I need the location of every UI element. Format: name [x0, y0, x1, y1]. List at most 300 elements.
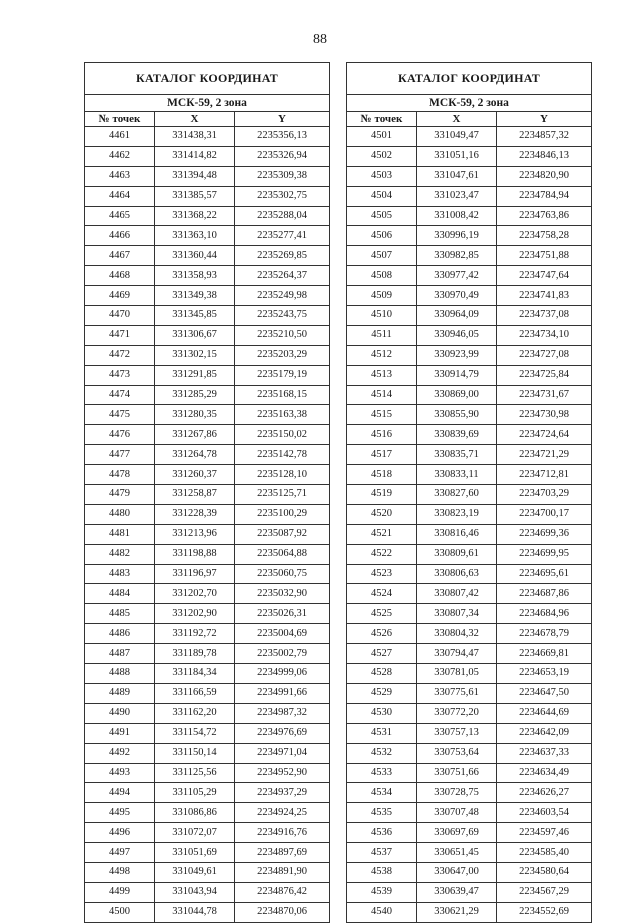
- x-coordinate-cell: 331184,34: [155, 664, 235, 684]
- table-row: [347, 445, 592, 465]
- x-coordinate-cell: 330807,42: [417, 584, 497, 604]
- point-number-cell: 4521: [347, 524, 417, 544]
- column-header-point-number: № точек: [347, 112, 417, 127]
- x-coordinate-cell: 330823,19: [417, 504, 497, 524]
- table-row: [347, 306, 592, 326]
- table-row: [347, 266, 592, 286]
- table-row: [85, 127, 330, 147]
- table-row: [85, 166, 330, 186]
- y-coordinate-cell: 2235060,75: [235, 564, 330, 584]
- y-coordinate-cell: 2234758,28: [497, 226, 592, 246]
- x-coordinate-cell: 331049,61: [155, 862, 235, 882]
- point-number-cell: 4515: [347, 405, 417, 425]
- y-coordinate-cell: 2235356,13: [235, 127, 330, 147]
- catalog-zone: МСК-59, 2 зона: [85, 95, 330, 112]
- x-coordinate-cell: 330772,20: [417, 703, 497, 723]
- point-number-cell: 4501: [347, 127, 417, 147]
- point-number-cell: 4540: [347, 902, 417, 922]
- x-coordinate-cell: 331291,85: [155, 365, 235, 385]
- y-coordinate-cell: 2234585,40: [497, 843, 592, 863]
- catalog-body: [347, 127, 592, 923]
- table-row: [85, 325, 330, 345]
- table-row: [347, 345, 592, 365]
- table-row: [347, 544, 592, 564]
- point-number-cell: 4477: [85, 445, 155, 465]
- table-row: [85, 723, 330, 743]
- x-coordinate-cell: 331051,69: [155, 843, 235, 863]
- y-coordinate-cell: 2234634,49: [497, 763, 592, 783]
- y-coordinate-cell: 2235064,88: [235, 544, 330, 564]
- catalog-title: КАТАЛОГ КООРДИНАТ: [85, 63, 330, 95]
- x-coordinate-cell: 331150,14: [155, 743, 235, 763]
- point-number-cell: 4483: [85, 564, 155, 584]
- y-coordinate-cell: 2235277,41: [235, 226, 330, 246]
- table-row: [85, 306, 330, 326]
- x-coordinate-cell: 330804,32: [417, 624, 497, 644]
- y-coordinate-cell: 2235309,38: [235, 166, 330, 186]
- point-number-cell: 4484: [85, 584, 155, 604]
- y-coordinate-cell: 2235249,98: [235, 286, 330, 306]
- column-header-y: Y: [497, 112, 592, 127]
- point-number-cell: 4537: [347, 843, 417, 863]
- table-row: [85, 624, 330, 644]
- table-row: [347, 664, 592, 684]
- point-number-cell: 4507: [347, 246, 417, 266]
- point-number-cell: 4472: [85, 345, 155, 365]
- table-row: [85, 823, 330, 843]
- x-coordinate-cell: 331072,07: [155, 823, 235, 843]
- table-row: [85, 882, 330, 902]
- y-coordinate-cell: 2235142,78: [235, 445, 330, 465]
- point-number-cell: 4465: [85, 206, 155, 226]
- x-coordinate-cell: 330977,42: [417, 266, 497, 286]
- table-row: [85, 783, 330, 803]
- point-number-cell: 4538: [347, 862, 417, 882]
- point-number-cell: 4525: [347, 604, 417, 624]
- point-number-cell: 4495: [85, 803, 155, 823]
- y-coordinate-cell: 2234763,86: [497, 206, 592, 226]
- point-number-cell: 4466: [85, 226, 155, 246]
- point-number-cell: 4491: [85, 723, 155, 743]
- x-coordinate-cell: 330781,05: [417, 664, 497, 684]
- point-number-cell: 4535: [347, 803, 417, 823]
- catalog-zone: МСК-59, 2 зона: [347, 95, 592, 112]
- x-coordinate-cell: 330833,11: [417, 465, 497, 485]
- point-number-cell: 4506: [347, 226, 417, 246]
- y-coordinate-cell: 2234637,33: [497, 743, 592, 763]
- x-coordinate-cell: 331105,29: [155, 783, 235, 803]
- point-number-cell: 4530: [347, 703, 417, 723]
- catalog-body: [85, 127, 330, 923]
- point-number-cell: 4478: [85, 465, 155, 485]
- table-row: [347, 226, 592, 246]
- x-coordinate-cell: 331051,16: [417, 146, 497, 166]
- table-row: [85, 544, 330, 564]
- y-coordinate-cell: 2234703,29: [497, 485, 592, 505]
- x-coordinate-cell: 330827,60: [417, 485, 497, 505]
- point-number-cell: 4480: [85, 504, 155, 524]
- table-row: [85, 286, 330, 306]
- point-number-cell: 4522: [347, 544, 417, 564]
- table-row: [85, 664, 330, 684]
- x-coordinate-cell: 331189,78: [155, 644, 235, 664]
- y-coordinate-cell: 2235125,71: [235, 485, 330, 505]
- table-row: [347, 843, 592, 863]
- point-number-cell: 4498: [85, 862, 155, 882]
- table-row: [347, 723, 592, 743]
- table-row: [85, 385, 330, 405]
- table-row: [85, 584, 330, 604]
- x-coordinate-cell: 330855,90: [417, 405, 497, 425]
- y-coordinate-cell: 2234730,98: [497, 405, 592, 425]
- catalog-title: КАТАЛОГ КООРДИНАТ: [347, 63, 592, 95]
- x-coordinate-cell: 331360,44: [155, 246, 235, 266]
- x-coordinate-cell: 330794,47: [417, 644, 497, 664]
- x-coordinate-cell: 330697,69: [417, 823, 497, 843]
- y-coordinate-cell: 2234626,27: [497, 783, 592, 803]
- y-coordinate-cell: 2234699,36: [497, 524, 592, 544]
- x-coordinate-cell: 331345,85: [155, 306, 235, 326]
- x-coordinate-cell: 330757,13: [417, 723, 497, 743]
- table-row: [347, 425, 592, 445]
- x-coordinate-cell: 330914,79: [417, 365, 497, 385]
- y-coordinate-cell: 2234647,50: [497, 683, 592, 703]
- x-coordinate-cell: 331196,97: [155, 564, 235, 584]
- y-coordinate-cell: 2234751,88: [497, 246, 592, 266]
- table-row: [347, 206, 592, 226]
- x-coordinate-cell: 331008,42: [417, 206, 497, 226]
- x-coordinate-cell: 330647,00: [417, 862, 497, 882]
- y-coordinate-cell: 2234734,10: [497, 325, 592, 345]
- table-row: [347, 166, 592, 186]
- y-coordinate-cell: 2234891,90: [235, 862, 330, 882]
- y-coordinate-cell: 2234678,79: [497, 624, 592, 644]
- y-coordinate-cell: 2235128,10: [235, 465, 330, 485]
- point-number-cell: 4496: [85, 823, 155, 843]
- table-row: [85, 703, 330, 723]
- y-coordinate-cell: 2235288,04: [235, 206, 330, 226]
- table-row: [85, 504, 330, 524]
- x-coordinate-cell: 331086,86: [155, 803, 235, 823]
- table-row: [85, 803, 330, 823]
- y-coordinate-cell: 2234937,29: [235, 783, 330, 803]
- y-coordinate-cell: 2235004,69: [235, 624, 330, 644]
- table-row: [85, 405, 330, 425]
- y-coordinate-cell: 2234846,13: [497, 146, 592, 166]
- y-coordinate-cell: 2235269,85: [235, 246, 330, 266]
- table-row: [85, 644, 330, 664]
- table-row: [347, 862, 592, 882]
- table-row: [85, 902, 330, 922]
- table-row: [85, 843, 330, 863]
- x-coordinate-cell: 330651,45: [417, 843, 497, 863]
- x-coordinate-cell: 330807,34: [417, 604, 497, 624]
- point-number-cell: 4473: [85, 365, 155, 385]
- x-coordinate-cell: 331213,96: [155, 524, 235, 544]
- table-row: [85, 445, 330, 465]
- x-coordinate-cell: 331202,70: [155, 584, 235, 604]
- y-coordinate-cell: 2234580,64: [497, 862, 592, 882]
- point-number-cell: 4487: [85, 644, 155, 664]
- y-coordinate-cell: 2234870,06: [235, 902, 330, 922]
- table-row: [347, 246, 592, 266]
- y-coordinate-cell: 2235026,31: [235, 604, 330, 624]
- x-coordinate-cell: 331023,47: [417, 186, 497, 206]
- y-coordinate-cell: 2234644,69: [497, 703, 592, 723]
- table-row: [85, 524, 330, 544]
- y-coordinate-cell: 2235302,75: [235, 186, 330, 206]
- point-number-cell: 4519: [347, 485, 417, 505]
- table-row: [85, 266, 330, 286]
- table-row: [347, 823, 592, 843]
- y-coordinate-cell: 2234653,19: [497, 664, 592, 684]
- x-coordinate-cell: 330816,46: [417, 524, 497, 544]
- y-coordinate-cell: 2234857,32: [497, 127, 592, 147]
- table-row: [347, 146, 592, 166]
- column-header-x: X: [155, 112, 235, 127]
- point-number-cell: 4489: [85, 683, 155, 703]
- y-coordinate-cell: 2235179,19: [235, 365, 330, 385]
- y-coordinate-cell: 2235100,29: [235, 504, 330, 524]
- x-coordinate-cell: 331044,78: [155, 902, 235, 922]
- point-number-cell: 4462: [85, 146, 155, 166]
- y-coordinate-cell: 2235087,92: [235, 524, 330, 544]
- point-number-cell: 4471: [85, 325, 155, 345]
- table-row: [347, 127, 592, 147]
- point-number-cell: 4524: [347, 584, 417, 604]
- x-coordinate-cell: 330775,61: [417, 683, 497, 703]
- table-row: [347, 325, 592, 345]
- y-coordinate-cell: 2234695,61: [497, 564, 592, 584]
- x-coordinate-cell: 331302,15: [155, 345, 235, 365]
- y-coordinate-cell: 2234669,81: [497, 644, 592, 664]
- x-coordinate-cell: 330964,09: [417, 306, 497, 326]
- point-number-cell: 4479: [85, 485, 155, 505]
- y-coordinate-cell: 2234999,06: [235, 664, 330, 684]
- x-coordinate-cell: 330839,69: [417, 425, 497, 445]
- x-coordinate-cell: 330923,99: [417, 345, 497, 365]
- table-row: [85, 365, 330, 385]
- point-number-cell: 4502: [347, 146, 417, 166]
- point-number-cell: 4520: [347, 504, 417, 524]
- y-coordinate-cell: 2234700,17: [497, 504, 592, 524]
- x-coordinate-cell: 330621,29: [417, 902, 497, 922]
- point-number-cell: 4503: [347, 166, 417, 186]
- point-number-cell: 4499: [85, 882, 155, 902]
- x-coordinate-cell: 331125,56: [155, 763, 235, 783]
- table-row: [347, 743, 592, 763]
- table-row: [347, 703, 592, 723]
- y-coordinate-cell: 2234712,81: [497, 465, 592, 485]
- table-row: [85, 862, 330, 882]
- x-coordinate-cell: 331306,67: [155, 325, 235, 345]
- y-coordinate-cell: 2234721,29: [497, 445, 592, 465]
- y-coordinate-cell: 2234642,09: [497, 723, 592, 743]
- y-coordinate-cell: 2234684,96: [497, 604, 592, 624]
- y-coordinate-cell: 2235264,37: [235, 266, 330, 286]
- y-coordinate-cell: 2235002,79: [235, 644, 330, 664]
- y-coordinate-cell: 2234987,32: [235, 703, 330, 723]
- point-number-cell: 4490: [85, 703, 155, 723]
- table-row: [347, 902, 592, 922]
- x-coordinate-cell: 330869,00: [417, 385, 497, 405]
- point-number-cell: 4528: [347, 664, 417, 684]
- x-coordinate-cell: 331192,72: [155, 624, 235, 644]
- x-coordinate-cell: 331394,48: [155, 166, 235, 186]
- y-coordinate-cell: 2235243,75: [235, 306, 330, 326]
- x-coordinate-cell: 331043,94: [155, 882, 235, 902]
- x-coordinate-cell: 330835,71: [417, 445, 497, 465]
- y-coordinate-cell: 2234876,42: [235, 882, 330, 902]
- point-number-cell: 4485: [85, 604, 155, 624]
- table-row: [347, 405, 592, 425]
- x-coordinate-cell: 330751,66: [417, 763, 497, 783]
- coordinate-catalog-right: [346, 62, 592, 923]
- x-coordinate-cell: 331047,61: [417, 166, 497, 186]
- x-coordinate-cell: 330809,61: [417, 544, 497, 564]
- table-row: [347, 644, 592, 664]
- table-row: [347, 286, 592, 306]
- y-coordinate-cell: 2234991,66: [235, 683, 330, 703]
- point-number-cell: 4526: [347, 624, 417, 644]
- x-coordinate-cell: 330982,85: [417, 246, 497, 266]
- x-coordinate-cell: 331166,59: [155, 683, 235, 703]
- column-header-x: X: [417, 112, 497, 127]
- point-number-cell: 4494: [85, 783, 155, 803]
- y-coordinate-cell: 2234731,67: [497, 385, 592, 405]
- table-row: [347, 763, 592, 783]
- y-coordinate-cell: 2234724,64: [497, 425, 592, 445]
- table-row: [85, 186, 330, 206]
- point-number-cell: 4464: [85, 186, 155, 206]
- coordinate-catalog-left: [84, 62, 330, 923]
- point-number-cell: 4510: [347, 306, 417, 326]
- x-coordinate-cell: 330996,19: [417, 226, 497, 246]
- table-row: [85, 226, 330, 246]
- point-number-cell: 4497: [85, 843, 155, 863]
- y-coordinate-cell: 2234725,84: [497, 365, 592, 385]
- point-number-cell: 4467: [85, 246, 155, 266]
- table-row: [85, 743, 330, 763]
- table-row: [85, 425, 330, 445]
- y-coordinate-cell: 2235210,50: [235, 325, 330, 345]
- table-row: [347, 584, 592, 604]
- x-coordinate-cell: 331049,47: [417, 127, 497, 147]
- point-number-cell: 4482: [85, 544, 155, 564]
- table-row: [85, 206, 330, 226]
- point-number-cell: 4511: [347, 325, 417, 345]
- point-number-cell: 4516: [347, 425, 417, 445]
- x-coordinate-cell: 331162,20: [155, 703, 235, 723]
- table-row: [347, 365, 592, 385]
- point-number-cell: 4486: [85, 624, 155, 644]
- x-coordinate-cell: 330946,05: [417, 325, 497, 345]
- y-coordinate-cell: 2235168,15: [235, 385, 330, 405]
- y-coordinate-cell: 2235326,94: [235, 146, 330, 166]
- x-coordinate-cell: 331280,35: [155, 405, 235, 425]
- point-number-cell: 4533: [347, 763, 417, 783]
- x-coordinate-cell: 331438,31: [155, 127, 235, 147]
- y-coordinate-cell: 2234597,46: [497, 823, 592, 843]
- point-number-cell: 4509: [347, 286, 417, 306]
- point-number-cell: 4469: [85, 286, 155, 306]
- table-row: [347, 624, 592, 644]
- point-number-cell: 4492: [85, 743, 155, 763]
- y-coordinate-cell: 2234603,54: [497, 803, 592, 823]
- point-number-cell: 4527: [347, 644, 417, 664]
- x-coordinate-cell: 330970,49: [417, 286, 497, 306]
- table-row: [85, 604, 330, 624]
- y-coordinate-cell: 2234976,69: [235, 723, 330, 743]
- point-number-cell: 4512: [347, 345, 417, 365]
- y-coordinate-cell: 2234897,69: [235, 843, 330, 863]
- point-number-cell: 4536: [347, 823, 417, 843]
- point-number-cell: 4500: [85, 902, 155, 922]
- table-row: [85, 465, 330, 485]
- x-coordinate-cell: 330639,47: [417, 882, 497, 902]
- y-coordinate-cell: 2234567,29: [497, 882, 592, 902]
- y-coordinate-cell: 2235203,29: [235, 345, 330, 365]
- table-row: [347, 485, 592, 505]
- x-coordinate-cell: 331414,82: [155, 146, 235, 166]
- point-number-cell: 4539: [347, 882, 417, 902]
- point-number-cell: 4504: [347, 186, 417, 206]
- table-row: [347, 186, 592, 206]
- point-number-cell: 4513: [347, 365, 417, 385]
- point-number-cell: 4493: [85, 763, 155, 783]
- point-number-cell: 4488: [85, 664, 155, 684]
- y-coordinate-cell: 2235150,02: [235, 425, 330, 445]
- point-number-cell: 4532: [347, 743, 417, 763]
- y-coordinate-cell: 2234924,25: [235, 803, 330, 823]
- point-number-cell: 4481: [85, 524, 155, 544]
- x-coordinate-cell: 330707,48: [417, 803, 497, 823]
- x-coordinate-cell: 330728,75: [417, 783, 497, 803]
- x-coordinate-cell: 331285,29: [155, 385, 235, 405]
- point-number-cell: 4534: [347, 783, 417, 803]
- x-coordinate-cell: 331385,57: [155, 186, 235, 206]
- page-number: 88: [313, 32, 327, 47]
- x-coordinate-cell: 330806,63: [417, 564, 497, 584]
- point-number-cell: 4508: [347, 266, 417, 286]
- y-coordinate-cell: 2234687,86: [497, 584, 592, 604]
- point-number-cell: 4476: [85, 425, 155, 445]
- y-coordinate-cell: 2234699,95: [497, 544, 592, 564]
- point-number-cell: 4517: [347, 445, 417, 465]
- y-coordinate-cell: 2235032,90: [235, 584, 330, 604]
- point-number-cell: 4468: [85, 266, 155, 286]
- table-row: [85, 564, 330, 584]
- point-number-cell: 4505: [347, 206, 417, 226]
- table-row: [347, 564, 592, 584]
- table-row: [85, 146, 330, 166]
- x-coordinate-cell: 331228,39: [155, 504, 235, 524]
- x-coordinate-cell: 331368,22: [155, 206, 235, 226]
- x-coordinate-cell: 331267,86: [155, 425, 235, 445]
- point-number-cell: 4529: [347, 683, 417, 703]
- y-coordinate-cell: 2235163,38: [235, 405, 330, 425]
- y-coordinate-cell: 2234747,64: [497, 266, 592, 286]
- point-number-cell: 4523: [347, 564, 417, 584]
- point-number-cell: 4475: [85, 405, 155, 425]
- x-coordinate-cell: 331202,90: [155, 604, 235, 624]
- table-row: [347, 385, 592, 405]
- y-coordinate-cell: 2234784,94: [497, 186, 592, 206]
- x-coordinate-cell: 331154,72: [155, 723, 235, 743]
- y-coordinate-cell: 2234741,83: [497, 286, 592, 306]
- table-row: [85, 345, 330, 365]
- y-coordinate-cell: 2234971,04: [235, 743, 330, 763]
